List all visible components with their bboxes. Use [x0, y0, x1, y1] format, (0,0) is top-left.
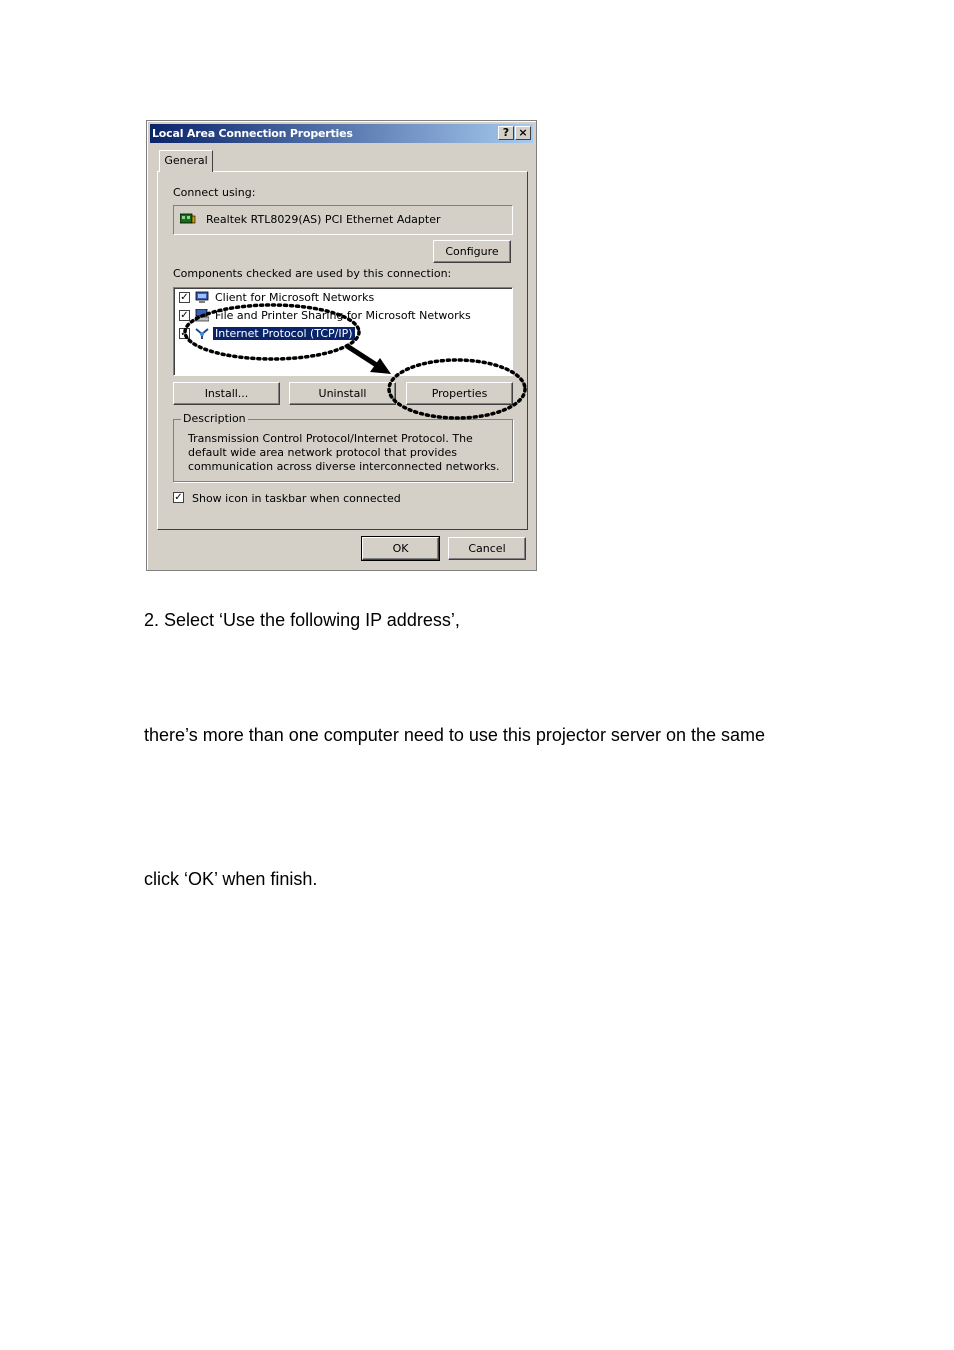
- install-button[interactable]: [173, 382, 280, 405]
- uninstall-button[interactable]: [289, 382, 396, 405]
- cancel-button[interactable]: [448, 537, 526, 560]
- description-group: [173, 412, 513, 482]
- network-adapter-icon: [180, 213, 196, 225]
- components-list[interactable]: [173, 287, 513, 376]
- file-printer-sharing-icon: [195, 309, 209, 322]
- dialog-title: Local Area Connection Properties: [152, 127, 353, 140]
- dialog-titlebar: [150, 124, 533, 143]
- show-icon-checkbox[interactable]: ✓: [174, 492, 183, 503]
- component-checkbox[interactable]: ✓: [180, 292, 189, 303]
- protocol-icon: [195, 327, 209, 340]
- adapter-name: Realtek RTL8029(AS) PCI Ethernet Adapter: [206, 213, 441, 226]
- show-icon-option[interactable]: [173, 491, 433, 507]
- description-legend: Description: [183, 412, 246, 425]
- show-icon-label: Show icon in taskbar when connected: [192, 492, 401, 505]
- adapter-field: [173, 205, 513, 235]
- components-label: Components checked are used by this connection:: [173, 267, 452, 280]
- configure-button-label: Configure: [445, 245, 499, 258]
- doc-line-2: there’s more than one computer need to use this projector server on the same: [144, 725, 766, 745]
- cancel-button-label: Cancel: [468, 542, 506, 555]
- uninstall-button-label: Uninstall: [318, 387, 367, 400]
- component-label: File and Printer Sharing for Microsoft Networks: [215, 309, 471, 322]
- component-label: Internet Protocol (TCP/IP): [215, 327, 353, 340]
- install-button-label: Install...: [204, 387, 249, 400]
- ok-button-label: OK: [392, 542, 409, 555]
- doc-line-1: 2. Select ‘Use the following IP address’,: [144, 610, 460, 630]
- component-label: Client for Microsoft Networks: [215, 291, 375, 304]
- connect-using-label: Connect using:: [173, 186, 256, 199]
- component-checkbox[interactable]: ✓: [180, 310, 189, 321]
- close-button[interactable]: ×: [515, 126, 531, 140]
- help-button[interactable]: ?: [498, 126, 514, 140]
- component-checkbox[interactable]: ✓: [180, 328, 189, 339]
- properties-button[interactable]: [406, 382, 513, 405]
- ok-button[interactable]: [362, 537, 439, 560]
- description-text: Transmission Control Protocol/Internet Protocol. The default wide area network protocol that provides communication across diverse interconnected networks.: [188, 432, 500, 473]
- local-area-connection-properties-dialog: [146, 120, 537, 571]
- configure-button[interactable]: [433, 240, 511, 263]
- properties-button-label: Properties: [431, 387, 488, 400]
- doc-line-3: click ‘OK’ when finish.: [144, 869, 318, 889]
- network-client-icon: [195, 291, 209, 304]
- tab-general[interactable]: General: [159, 150, 213, 172]
